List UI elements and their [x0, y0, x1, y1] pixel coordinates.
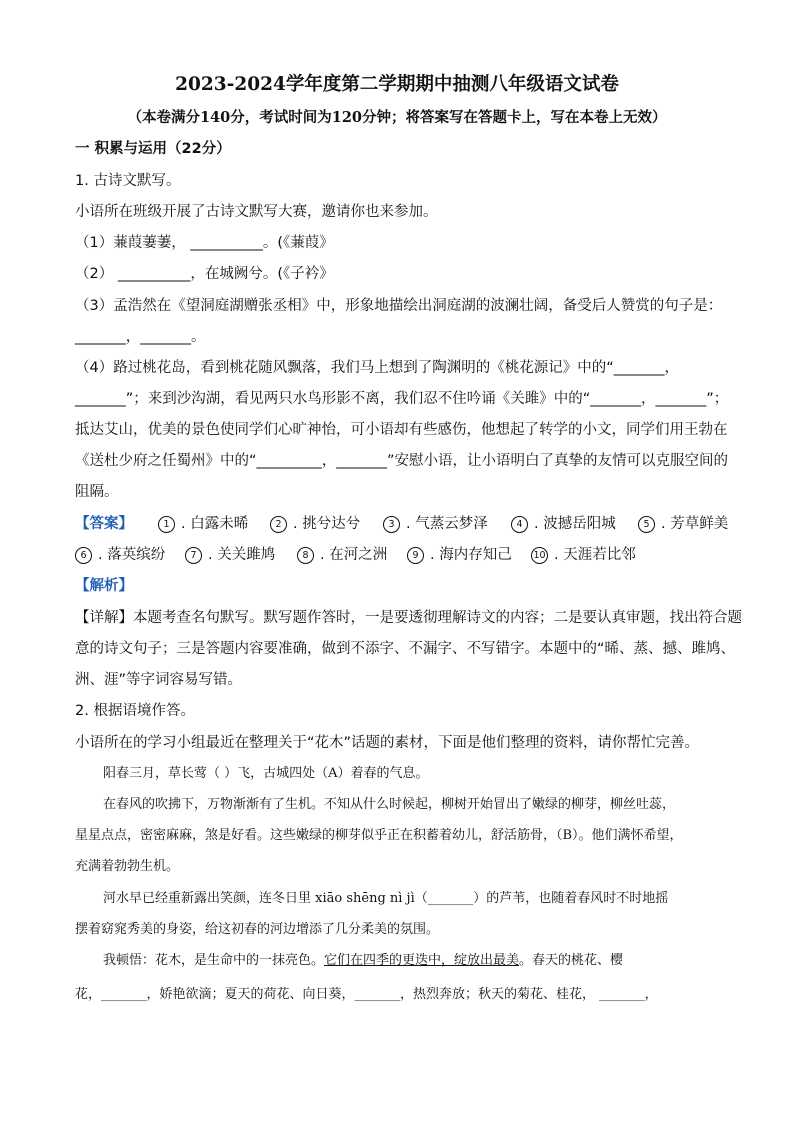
answer-text: . 气蒸云梦泽 [406, 516, 488, 532]
answer-number-icon: 5 [638, 516, 655, 533]
question-1-sub-4-line4: 《送杜少府之任蜀州》中的“_________，_______”安慰小语，让小语明白了真挚的友情可以克服空间的 [75, 453, 729, 469]
answer-item [297, 545, 387, 565]
analysis-line-2: 意的诗文句子；三是答题内容要准确，做到不添字、不漏字、不写错字。本题中的“晞、蒸、撼、雎鸠、 [75, 641, 736, 657]
question-1-stem: 1. 古诗文默写。 [75, 173, 181, 189]
passage-line-6: 摆着窈窕秀美的身姿，给这初春的河边增添了几分柔美的氛围。 [75, 922, 440, 937]
passage-line-1: 阳春三月，草长莺（ ）飞，古城四处（A）着春的气息。 [103, 766, 429, 781]
answer-item [638, 514, 728, 534]
answer-text: . 海内存知己 [430, 547, 512, 563]
answer-item [407, 545, 512, 565]
answer-item [75, 545, 165, 565]
question-1-sub-3-line1: （3）孟浩然在《望洞庭湖赠张丞相》中，形象地描绘出洞庭湖的波澜壮阔，备受后人赞赏的句子是： [75, 298, 723, 314]
answer-item [511, 514, 616, 534]
passage-text: 我顿悟：花木，是生命中的一抹亮色。 [103, 953, 325, 968]
answer-item [158, 514, 248, 534]
answer-number-icon: 8 [297, 547, 314, 564]
answer-number-icon: 3 [383, 516, 400, 533]
detail-label: 【详解】 [75, 610, 133, 626]
question-1-sub-3-line2: _______，_______。 [75, 329, 206, 345]
answer-text: . 在河之洲 [320, 547, 388, 563]
answer-text: . 关关雎鸠 [208, 547, 276, 563]
answer-label: 【答案】 [75, 516, 133, 532]
passage-line-7 [103, 951, 623, 971]
question-1-sub-4-line1: （4）路过桃花岛，看到桃花随风飘落，我们马上想到了陶渊明的《桃花源记》中的“_______， [75, 360, 679, 376]
answer-text: . 波撼岳阳城 [534, 516, 616, 532]
page-subtitle: （本卷满分140分，考试时间为120分钟；将答案写在答题卡上，写在本卷上无效） [127, 109, 667, 126]
answer-text: . 落英缤纷 [98, 547, 166, 563]
analysis-text: 本题考查名句默写。默写题作答时，一是要透彻理解诗文的内容；二是要认真审题，找出符合题 [133, 610, 742, 626]
question-1-sub-4-line3: 抵达艾山，优美的景色使同学们心旷神怡，可小语却有些感伤，他想起了转学的小文，同学们用王勃在 [75, 422, 728, 438]
passage-line-8: 花，_______，娇艳欲滴；夏天的荷花、向日葵，_______，热烈奔放；秋天的菊花、桂花， _______， [75, 987, 658, 1002]
answer-number-icon: 1 [158, 516, 175, 533]
passage-line-4: 充满着勃勃生机。 [75, 859, 180, 874]
answer-number-icon: 6 [75, 547, 92, 564]
answer-number-icon: 7 [185, 547, 202, 564]
underlined-sentence: 它们在四季的更迭中，绽放出最美 [324, 953, 520, 968]
answer-text: . 挑兮达兮 [293, 516, 361, 532]
answer-number-icon: 9 [407, 547, 424, 564]
answer-row-2 [75, 545, 725, 565]
question-2-intro: 小语所在的学习小组最近在整理关于“花木”话题的素材，下面是他们整理的资料，请你帮忙完善。 [75, 735, 700, 751]
answer-text: . 白露未晞 [181, 516, 249, 532]
analysis-line-3: 洲、涯”等字词容易写错。 [75, 672, 243, 688]
analysis-label: 【解析】 [75, 578, 133, 594]
passage-text: 。春天的桃花、樱 [519, 953, 624, 968]
answer-text: . 芳草鲜美 [661, 516, 729, 532]
question-1-sub-4-line5: 阻隔。 [75, 484, 119, 500]
answer-item [383, 514, 488, 534]
answer-number-icon: 4 [511, 516, 528, 533]
passage-line-3: 星星点点，密密麻麻，煞是好看。这些嫩绿的柳芽似乎正在积蓄着幼儿，舒活筋骨，（B）。他们满怀希望， [75, 828, 683, 843]
passage-line-2: 在春风的吹拂下，万物渐渐有了生机。不知从什么时候起，柳树开始冒出了嫩绿的柳芽，柳丝吐蕊， [103, 797, 676, 812]
analysis-line-1 [75, 608, 742, 628]
answer-item [185, 545, 275, 565]
answer-item [270, 514, 360, 534]
answer-text: . 天涯若比邻 [554, 547, 636, 563]
answer-number-icon: 2 [270, 516, 287, 533]
question-2-stem: 2. 根据语境作答。 [75, 703, 195, 719]
answer-row-1 [75, 514, 729, 534]
answer-item [531, 545, 636, 565]
passage-line-5: 河水早已经重新露出笑颜，连冬日里 xiāo shēng nì jì（_______）的芦苇，也随着春风时不时地摇 [103, 891, 669, 906]
question-1-sub-1: （1）蒹葭萋萋， __________。(《蒹葭》 [75, 235, 334, 251]
answer-number-icon: 10 [531, 547, 548, 564]
page-title: 2023-2024学年度第二学期期中抽测八年级语文试卷 [175, 74, 619, 95]
question-1-intro: 小语所在班级开展了古诗文默写大赛，邀请你也来参加。 [75, 204, 438, 220]
section-heading: 一 积累与运用（22分） [75, 141, 231, 157]
question-1-sub-4-line2: _______”；来到沙沟湖，看见两只水鸟形影不离，我们忍不住吟诵《关雎》中的“_______，_______”； [75, 391, 729, 407]
question-1-sub-2: （2） __________，在城阙兮。(《子衿》 [75, 266, 334, 282]
